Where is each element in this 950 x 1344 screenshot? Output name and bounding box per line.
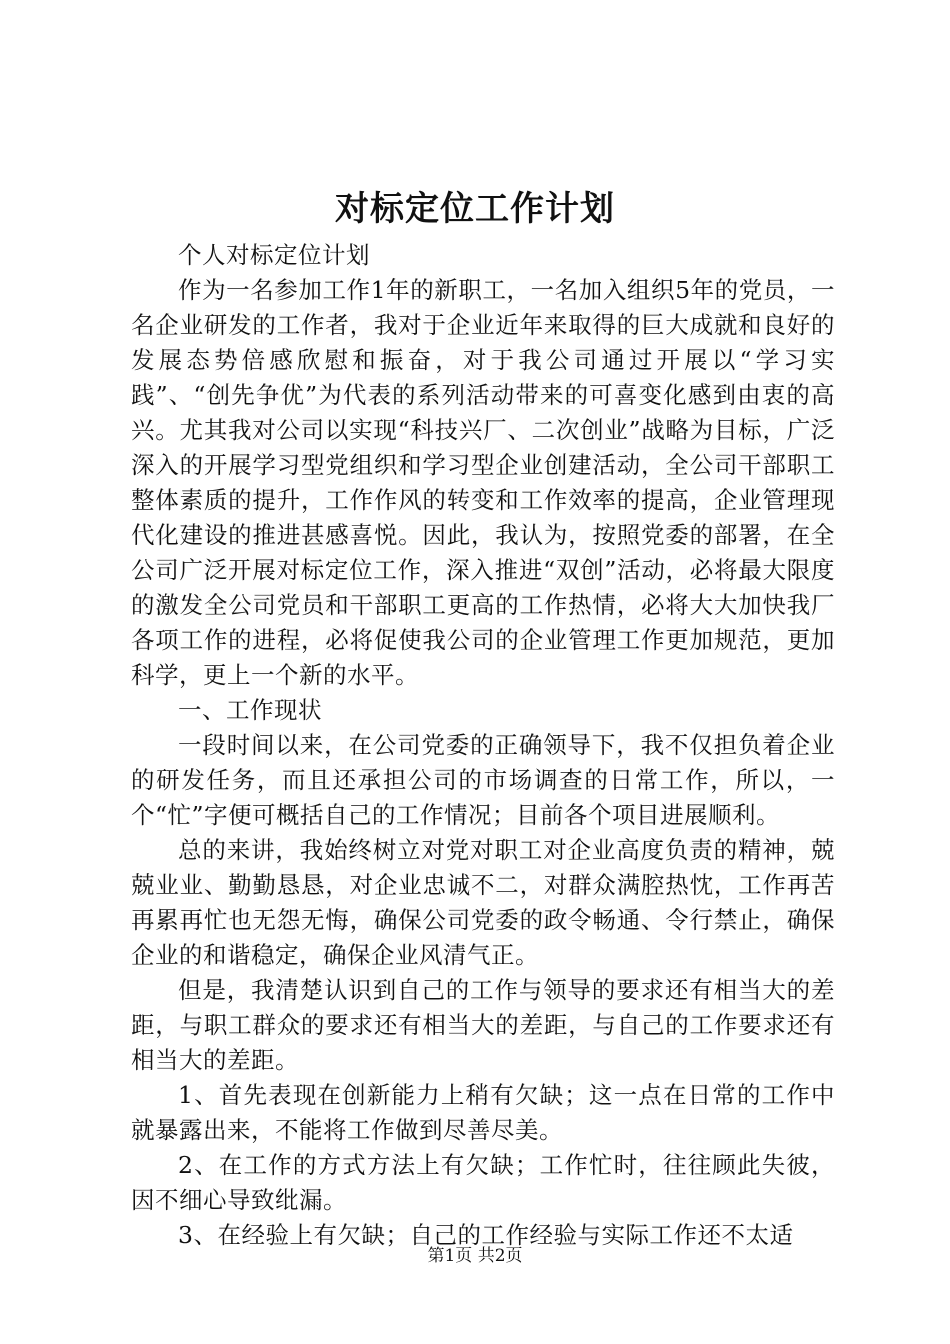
document-title: 对标定位工作计划	[335, 189, 615, 229]
list-item-1: 1、首先表现在创新能力上稍有欠缺；这一点在日常的工作中就暴露出来，不能将工作做到尽善尽美。	[131, 1081, 835, 1144]
page-footer: 第1页 共2页	[427, 1246, 523, 1266]
list-item-3: 3、在经验上有欠缺；自己的工作经验与实际工作还不太适	[178, 1221, 794, 1249]
paragraph-summary: 总的来讲，我始终树立对党对职工对企业高度负责的精神，兢兢业业、勤勤恳恳，对企业忠诚不二，对群众满腔热忱，工作再苦再累再忙也无怨无悔，确保公司党委的政令畅通、令行禁止，确保企业的和谐稳定，确保企业风清气正。	[131, 836, 835, 969]
list-item-2: 2、在工作的方式方法上有欠缺；工作忙时，往往顾此失彼，因不细心导致纰漏。	[131, 1151, 835, 1214]
section-heading-status: 一、工作现状	[178, 696, 322, 724]
document-body	[131, 238, 835, 1253]
paragraph-intro: 作为一名参加工作1年的新职工，一名加入组织5年的党员，一名企业研发的工作者，我对于企业近年来取得的巨大成就和良好的发展态势倍感欣慰和振奋，对于我公司通过开展以“学习实践”、“创先争优”为代表的系列活动带来的可喜变化感到由衷的高兴。尤其我对公司以实现“科技兴厂、二次创业”战略为目标，广泛深入的开展学习型党组织和学习型企业创建活动，全公司干部职工整体素质的提升，工作作风的转变和工作效率的提高，企业管理现代化建设的推进甚感喜悦。因此，我认为，按照党委的部署，在全公司广泛开展对标定位工作，深入推进“双创”活动，必将最大限度的激发全公司党员和干部职工更高的工作热情，必将大大加快我厂各项工作的进程，必将促使我公司的企业管理工作更加规范，更加科学，更上一个新的水平。	[131, 276, 835, 689]
paragraph-gap: 但是，我清楚认识到自己的工作与领导的要求还有相当大的差距，与职工群众的要求还有相当大的差距，与自己的工作要求还有相当大的差距。	[131, 976, 835, 1074]
paragraph-subtitle: 个人对标定位计划	[178, 241, 370, 269]
paragraph-status: 一段时间以来，在公司党委的正确领导下，我不仅担负着企业的研发任务，而且还承担公司的市场调查的日常工作，所以，一个“忙”字便可概括自己的工作情况；目前各个项目进展顺利。	[131, 731, 835, 829]
